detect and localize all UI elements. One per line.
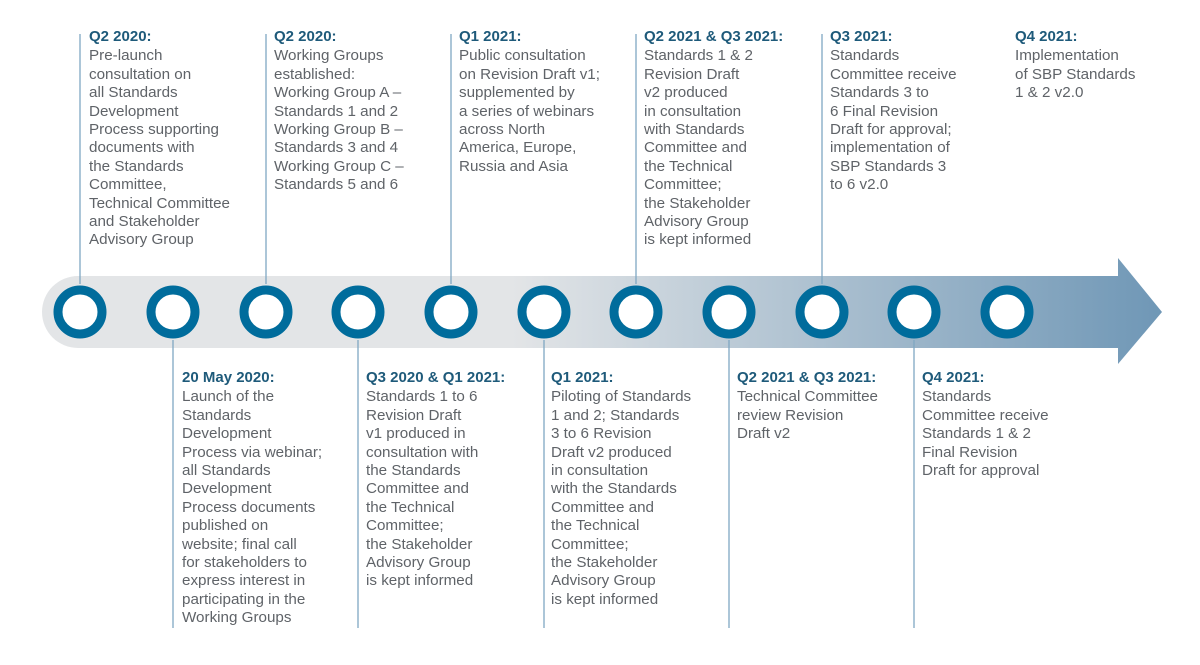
milestone-text-line: Advisory Group <box>551 572 656 590</box>
milestone-title: Q2 2021 & Q3 2021: <box>737 369 877 386</box>
milestone-text-line: America, Europe, <box>459 139 577 157</box>
milestone-label <box>830 28 1030 195</box>
milestone-text-line: 3 to 6 Revision <box>551 425 652 443</box>
milestone-text-line: Standards <box>922 388 992 406</box>
milestone-marker <box>800 290 844 334</box>
milestone-text-line: is kept informed <box>644 231 752 249</box>
milestone-marker <box>429 290 473 334</box>
milestone-label <box>1015 28 1200 103</box>
milestone-text-line: documents with <box>89 139 195 157</box>
milestone-text-line: Piloting of Standards <box>551 388 692 406</box>
milestone-text-line: Standards <box>830 47 900 65</box>
milestone-text-line: Launch of the <box>182 388 275 406</box>
milestone-text-line: consultation with <box>366 443 479 461</box>
milestone-marker <box>151 290 195 334</box>
milestone-text-line: Advisory Group <box>644 213 749 231</box>
milestone-text-line: v2 produced <box>644 84 728 102</box>
milestone-text-line: Pre-launch <box>89 47 163 65</box>
milestone-text-line: a series of webinars <box>459 102 595 120</box>
milestone-text-line: Draft for approval <box>922 462 1040 480</box>
milestone-text-line: Standards 5 and 6 <box>274 176 399 194</box>
milestone-marker <box>58 290 102 334</box>
milestone-text-line: Draft for approval; <box>830 121 952 139</box>
milestone-text-line: all Standards <box>182 462 271 480</box>
milestone-title: Q1 2021: <box>459 28 522 45</box>
milestone-marker <box>985 290 1029 334</box>
milestone-text-line: Standards 1 & 2 <box>644 47 753 65</box>
milestone-marker <box>707 290 751 334</box>
milestone-title: 20 May 2020: <box>182 369 275 386</box>
milestone-text-line: Development <box>89 102 179 120</box>
milestone-text-line: v1 produced in <box>366 425 466 443</box>
milestone-text-line: 1 & 2 v2.0 <box>1015 84 1084 102</box>
milestone-text-line: the Stakeholder <box>644 194 751 212</box>
milestone-text-line: on Revision Draft v1; <box>459 65 600 83</box>
milestone-text-line: Revision Draft <box>366 406 462 424</box>
milestone-title: Q3 2021: <box>830 28 893 45</box>
milestone-text-line: with Standards <box>644 121 745 139</box>
milestone-text-line: Committee; <box>366 517 444 535</box>
milestone-text-line: Technical Committee <box>89 194 230 212</box>
milestone-text-line: Development <box>182 425 272 443</box>
milestone-title: Q4 2021: <box>922 369 985 386</box>
milestone-text-line: Process via webinar; <box>182 443 323 461</box>
milestone-text-line: Committee; <box>644 176 722 194</box>
milestone-marker <box>522 290 566 334</box>
milestone-text-line: is kept informed <box>551 590 659 608</box>
milestone-text-line: established: <box>274 65 356 83</box>
milestone-label <box>89 28 289 250</box>
milestone-label <box>737 369 937 444</box>
milestone-text-line: Process supporting <box>89 121 220 139</box>
milestone-text-line: Revision Draft <box>644 65 740 83</box>
milestone-title: Q2 2021 & Q3 2021: <box>644 28 784 45</box>
milestone-text-line: Working Group B – <box>274 121 403 139</box>
milestone-label <box>366 369 566 591</box>
milestone-marker <box>614 290 658 334</box>
milestone-title: Q3 2020 & Q1 2021: <box>366 369 506 386</box>
milestone-text-line: Working Groups <box>274 47 384 65</box>
milestone-text-line: the Standards <box>89 157 184 175</box>
milestone-text-line: SBP Standards 3 <box>830 157 947 175</box>
milestone-label <box>459 28 659 176</box>
milestone-text-line: Standards 1 to 6 <box>366 388 478 406</box>
milestone-text-line: review Revision <box>737 406 844 424</box>
milestone-text-line: Working Group C – <box>274 157 404 175</box>
milestone-text-line: Public consultation <box>459 47 586 65</box>
milestone-text-line: implementation of <box>830 139 950 157</box>
milestone-text-line: for stakeholders to <box>182 554 307 572</box>
milestone-text-line: published on <box>182 517 269 535</box>
milestone-text-line: Committee, <box>89 176 167 194</box>
milestone-text-line: Final Revision <box>922 443 1018 461</box>
milestone-marker <box>336 290 380 334</box>
milestone-text-line: the Technical <box>644 157 733 175</box>
milestone-text-line: 1 and 2; Standards <box>551 406 680 424</box>
milestone-label <box>922 369 1122 480</box>
milestone-text-line: supplemented by <box>459 84 575 102</box>
milestone-text-line: Standards 3 and 4 <box>274 139 399 157</box>
milestone-text-line: Working Groups <box>182 609 292 627</box>
milestone-text-line: Advisory Group <box>89 231 194 249</box>
milestone-text-line: Development <box>182 480 272 498</box>
milestone-text-line: the Standards <box>366 462 461 480</box>
milestone-text-line: Committee and <box>551 498 654 516</box>
milestone-text-line: consultation on <box>89 65 192 83</box>
milestone-text-line: express interest in <box>182 572 306 590</box>
milestone-text-line: website; final call <box>182 535 297 553</box>
milestone-text-line: with the Standards <box>551 480 677 498</box>
milestone-text-line: all Standards <box>89 84 178 102</box>
milestone-title: Q1 2021: <box>551 369 614 386</box>
milestone-text-line: Russia and Asia <box>459 157 568 175</box>
milestone-title: Q2 2020: <box>89 28 152 45</box>
milestone-text-line: Draft v2 <box>737 425 791 443</box>
milestone-text-line: Committee; <box>551 535 629 553</box>
milestone-text-line: the Technical <box>551 517 640 535</box>
milestone-text-line: to 6 v2.0 <box>830 176 889 194</box>
milestone-text-line: Standards 3 to <box>830 84 929 102</box>
milestone-text-line: Process documents <box>182 498 316 516</box>
milestone-label <box>551 369 751 609</box>
milestone-text-line: is kept informed <box>366 572 474 590</box>
milestone-title: Q2 2020: <box>274 28 337 45</box>
milestone-text-line: 6 Final Revision <box>830 102 939 120</box>
milestone-marker <box>244 290 288 334</box>
milestone-text-line: in consultation <box>644 102 742 120</box>
milestone-text-line: the Technical <box>366 498 455 516</box>
milestone-text-line: Committee and <box>366 480 469 498</box>
milestone-text-line: in consultation <box>551 462 649 480</box>
milestone-text-line: Standards <box>182 406 252 424</box>
milestone-title: Q4 2021: <box>1015 28 1078 45</box>
milestone-text-line: Standards 1 and 2 <box>274 102 399 120</box>
milestone-text-line: the Stakeholder <box>551 554 658 572</box>
milestone-label <box>644 28 844 250</box>
milestone-text-line: Technical Committee <box>737 388 878 406</box>
milestone-text-line: Working Group A – <box>274 84 402 102</box>
milestone-text-line: Draft v2 produced <box>551 443 672 461</box>
milestone-text-line: and Stakeholder <box>89 213 200 231</box>
milestone-text-line: Committee receive <box>922 406 1049 424</box>
milestone-text-line: Committee and <box>644 139 747 157</box>
milestone-label <box>274 28 474 195</box>
milestone-text-line: Advisory Group <box>366 554 471 572</box>
milestone-text-line: the Stakeholder <box>366 535 473 553</box>
milestone-text-line: Implementation <box>1015 47 1119 65</box>
milestone-text-line: Committee receive <box>830 65 957 83</box>
milestone-text-line: across North <box>459 121 546 139</box>
milestone-marker <box>892 290 936 334</box>
milestone-text-line: Standards 1 & 2 <box>922 425 1031 443</box>
milestone-label <box>182 369 382 628</box>
milestone-text-line: of SBP Standards <box>1015 65 1136 83</box>
milestone-text-line: participating in the <box>182 590 306 608</box>
